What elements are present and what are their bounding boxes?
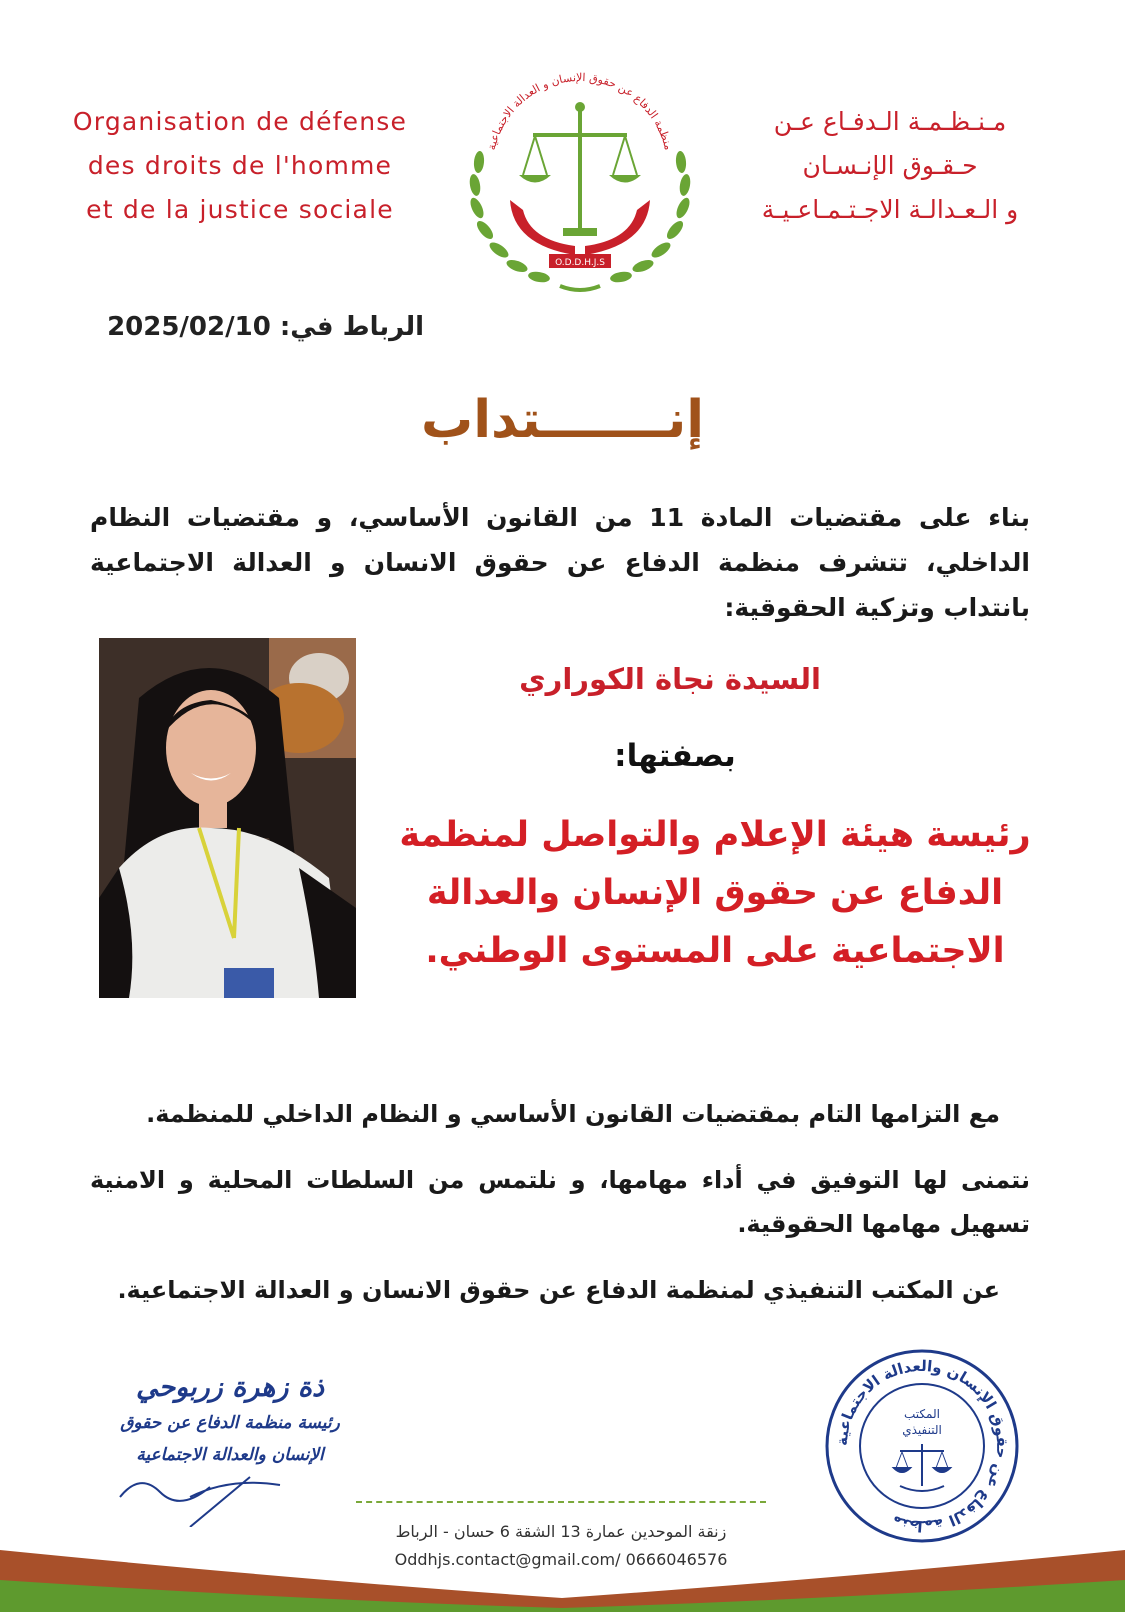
role-description: [395, 806, 1035, 980]
role-line: الاجتماعية على المستوى الوطني.: [425, 931, 1005, 971]
header-french-line: et de la justice sociale: [86, 195, 394, 224]
header-arabic-line: مـنـظـمـة الـدفـاع عـن: [773, 107, 1007, 136]
closing-paragraph: نتمنى لها التوفيق في أداء مهامها، و نلتمس من السلطات المحلية و الامنية تسهيل مهامها الحقوقية.: [90, 1166, 1030, 1238]
stamp-center-line: المكتب: [904, 1407, 940, 1421]
closing-paragraph: مع التزامها التام بمقتضيات القانون الأساسي و النظام الداخلي للمنظمة.: [146, 1100, 1000, 1128]
scales-of-justice-icon: [894, 1444, 950, 1491]
role-label: بصفتها:: [614, 738, 736, 774]
handwritten-signature: [80, 1467, 380, 1527]
official-stamp: [822, 1346, 1022, 1546]
header-arabic: [695, 100, 1085, 232]
signature-block: [80, 1372, 380, 1531]
logo-arc-text: منظمة الدفاع عن حقوق الإنسان و العدالة الاجتماعية: [484, 70, 676, 152]
footer-contact: Oddhjs.contact@gmail.com/ 0666046576: [394, 1550, 728, 1569]
footer-address-block: [356, 1518, 766, 1574]
closing-paragraph: عن المكتب التنفيذي لمنظمة الدفاع عن حقوق الانسان و العدالة الاجتماعية.: [117, 1276, 1000, 1304]
organization-logo: [455, 50, 705, 300]
signatory-name: ذة زهرة زربوحي: [135, 1372, 325, 1403]
intro-paragraph: بناء على مقتضيات المادة 11 من القانون الأساسي، و مقتضيات النظام الداخلي، تتشرف منظمة الدفاع عن حقوق الانسان و العدالة الاجتماعية بانتداب وتزكية الحقوقية:: [90, 503, 1030, 622]
closing-section: [90, 1092, 1030, 1334]
stamp-center-line: التنفيذي: [902, 1423, 942, 1437]
logo-ribbon-text: O.D.D.H.J.S: [555, 258, 605, 268]
stamp-ring-text: منظمة الدفاع عن حقوق الإنسان والعدالة الاجتماعية: [832, 1356, 1012, 1536]
nominee-name: السيدة نجاة الكوراري: [519, 662, 821, 696]
scales-of-justice-icon: [519, 102, 641, 236]
header-french-line: Organisation de défense: [72, 107, 408, 136]
role-line: الدفاع عن حقوق الإنسان والعدالة: [426, 873, 1004, 913]
role-line: رئيسة هيئة الإعلام والتواصل لمنظمة: [399, 815, 1031, 855]
signatory-role-line: رئيسة منظمة الدفاع عن حقوق: [120, 1413, 340, 1433]
document-title: إنـــــــتداب: [420, 390, 705, 450]
header-arabic-line: و الـعـدالـة الاجـتـمـاعـيـة: [761, 195, 1019, 224]
footer-address: زنقة الموحدين عمارة 13 الشقة 6 حسان - الرباط: [395, 1522, 727, 1541]
header-arabic-line: حـقـوق الإنـسـان: [802, 151, 978, 180]
date-line: الرباط في: 2025/02/10: [107, 312, 424, 342]
portrait-photo: [99, 638, 356, 998]
signatory-role-line: الإنسان والعدالة الاجتماعية: [136, 1445, 324, 1465]
footer-separator: [356, 1501, 766, 1503]
header-french: [40, 100, 440, 232]
header-french-line: des droits de l'homme: [87, 151, 393, 180]
